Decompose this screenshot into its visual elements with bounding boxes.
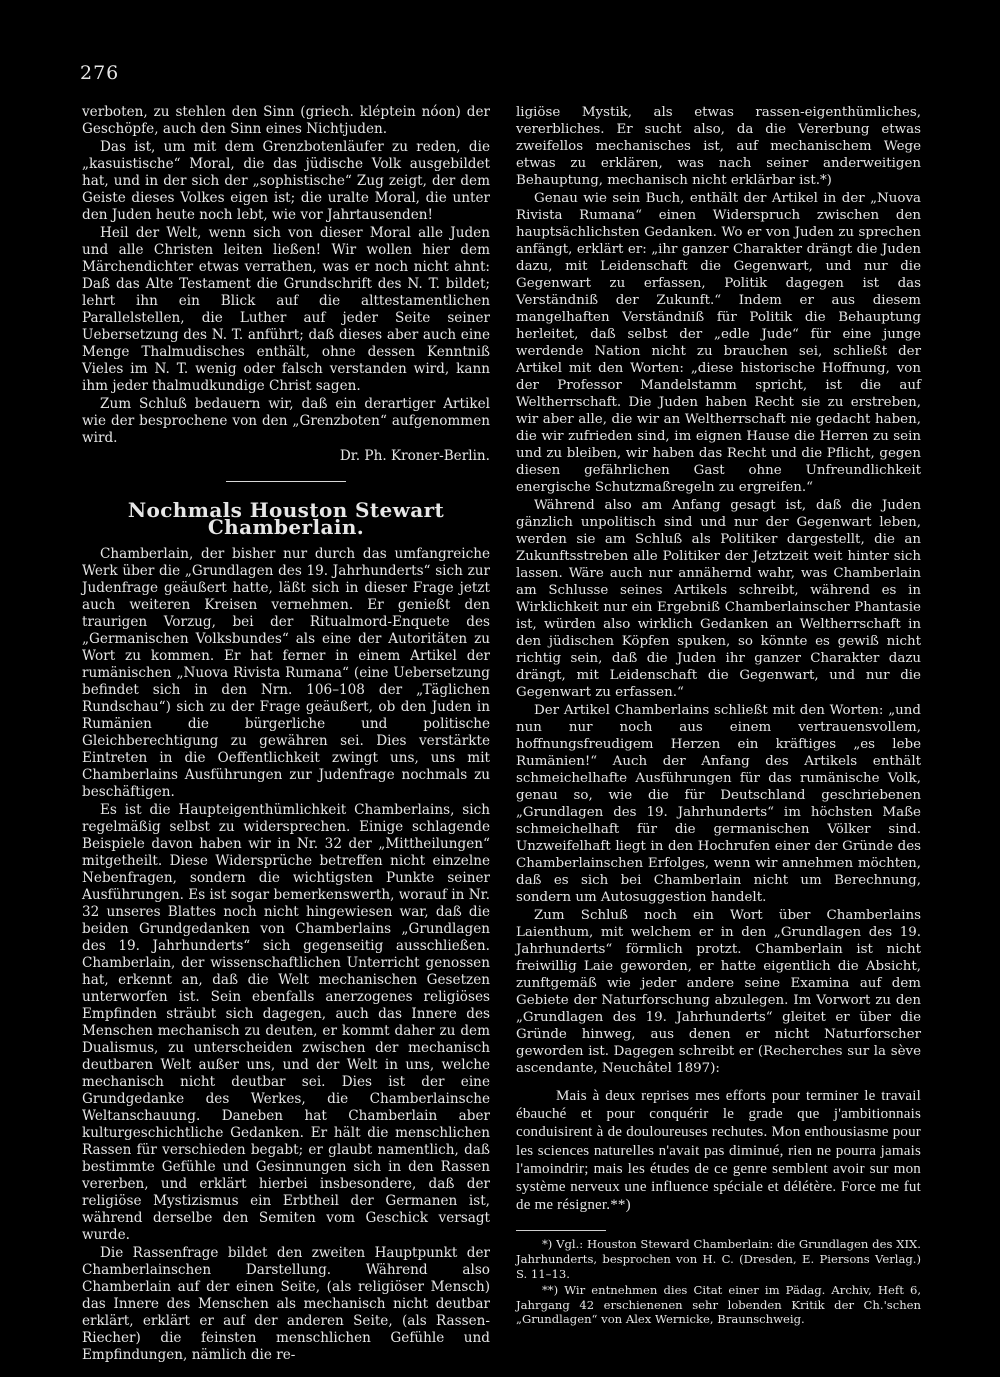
paragraph: Das ist, um mit dem Grenzbotenläufer zu reden, die „kasuistische“ Moral, die das jüdische Volk ausgebildet hat, und in der sich der „sophistische“ Zug zeigt, der dem Geiste dieses Volkes eigen ist; die uralte Moral, die unter den Juden heute noch lebt, wie vor Jahrtausenden! — [82, 139, 490, 223]
section-title: Nochmals Houston Stewart Chamberlain. — [127, 498, 445, 539]
page-number: 276 — [80, 62, 120, 84]
author-signature: Dr. Ph. Kroner-Berlin. — [339, 448, 490, 464]
section-divider — [226, 481, 346, 482]
footnotes — [516, 1237, 921, 1327]
paragraph: Der Artikel Chamberlains schließt mit den Worten: „und nun nur noch aus einem vertrauensvollem, hoffnungsfreudigem Herzen ein kräftiges „es lebe Rumänien!“ Auch der Anfang des Artikels enthält schmeichelhafte Ausführungen für das rumänische Volk, genau so, wie die für Deutschland geschriebenen „Grundlagen des 19. Jahrhunderts“ im höchsten Maße schmeichelhaft für die germanischen Völker sind. Unzweifelhaft liegt in den Hochrufen einer der Gründe des Chamberlainschen Erfolges, wenn wir annehmen möchten, daß es sich bei Chamberlain nicht um Berechnung, sondern um Autosuggestion handelt. — [516, 703, 921, 905]
footnote: *) Vgl.: Houston Steward Chamberlain: die Grundlagen des XIX. Jahrhunderts, besprochen von H. C. (Dresden, E. Piersons Verlag.) S. 11–13. — [516, 1237, 921, 1281]
french-quote — [516, 1087, 921, 1214]
footnote: **) Wir entnehmen dies Citat einer im Pädag. Archiv, Heft 6, Jahrgang 42 erschienenen sehr lobenden Kritik der Ch.'schen „Grundlagen“ von Alex Wernicke, Braunschweig. — [516, 1283, 921, 1327]
quote-text: Mais à deux reprises mes efforts pour terminer le travail ébauché et pour conquérir le grade que j'ambitionnais conduisirent à de douloureuses rechutes. Mon enthousiasme pour les sciences naturelles n'avait pas diminué, rien ne pourra jamais l'amoindrir; mais les études de ce genre semblent avoir sur mon système nerveux une influence spéciale et délétère. Force me fut de me résigner.**) — [516, 1088, 921, 1214]
paragraph: verboten, zu stehlen den Sinn (griech. kléptein nóon) der Geschöpfe, auch den Sinn eines Nichtjuden. — [82, 104, 490, 137]
left-column — [82, 104, 490, 1365]
paragraph: Während also am Anfang gesagt ist, daß die Juden gänzlich unpolitisch sind und nur der Gegenwart leben, werden sie am Schluß als Politiker dargestellt, die an Zukunftsstreben alle Politiker der Jetztzeit weit hinter sich lassen. Wäre auch nur annähernd wahr, was Chamberlain am Schlusse seines Artikels schreibt, während es in Wirklichkeit nur ein Ergebniß Chamberlainscher Phantasie ist, würden also wirklich Gedanken an Weltherrschaft in den jüdischen Köpfen spuken, so könnte es gewiß nicht richtig sein, daß die Juden ihr ganzer Charakter dazu drängt, mit Leidenschaft die Gegenwart, und nur die Gegenwart zu erfassen.“ — [516, 498, 921, 700]
paragraph: Heil der Welt, wenn sich von dieser Moral alle Juden und alle Christen leiten ließen! Wir wollen hier dem Märchendichter etwas verrathen, was er noch nicht ahnt: Daß das Alte Testament die Grundschrift des N. T. bildet; lehrt ihn ein Blick auf die alttestamentlichen Parallelstellen, die Luther auf jeder Seite seiner Uebersetzung des N. T. anführt; daß dieses aber auch eine Menge Thalmudisches enthält, ohne dessen Kenntniß Vieles im N. T. wenig oder falsch verstanden wird, kann ihm jeder thalmudkundige Christ sagen. — [82, 225, 490, 394]
paragraph: Chamberlain, der bisher nur durch das umfangreiche Werk über die „Grundlagen des 19. Jahrhunderts“ sich zur Judenfrage geäußert hatte, läßt sich in dieser Frage jetzt auch weiteren Kreisen vernehmen. Er genießt den traurigen Vorzug, bei der Ritualmord-Enquete des „Germanischen Volksbundes“ als eine der Autoritäten zu Wort zu kommen. Er hat ferner in einem Artikel der rumänischen „Nuova Rivista Rumana“ (eine Uebersetzung befindet sich in den Nrn. 106–108 der „Täglichen Rundschau“) sich zu der Frage geäußert, ob den Juden in Rumänien die bürgerliche und politische Gleichberechtigung zu gewähren sei. Dies verstärkte Eintreten in die Oeffentlichkeit zwingt uns, uns mit Chamberlains Ausführungen zur Judenfrage nochmals zu beschäftigen. — [82, 546, 490, 800]
paragraph: Es ist die Haupteigenthümlichkeit Chamberlains, sich regelmäßig selbst zu widersprechen. Einige schlagende Beispiele davon haben wir in Nr. 32 der „Mittheilungen“ mitgetheilt. Diese Widersprüche betreffen nicht einzelne Nebenfragen, sondern die wichtigsten Punkte seiner Ausführungen. Es ist sogar bemerkenswerth, worauf in Nr. 32 unseres Blattes noch nicht hingewiesen war, daß die beiden Grundgedanken von Chamberlains „Grundlagen des 19. Jahrhunderts“ sich gegenseitig ausschließen. Chamberlain, der wissenschaftlichen Unterricht genossen hat, erkennt an, daß die Welt mechanischen Gesetzen unterworfen ist. Sein ebenfalls anerzogenes religiöses Empfinden sträubt sich dagegen, auch das Innere des Menschen mechanisch zu deuten, er kommt daher zu dem Dualismus, zu unterscheiden zwischen der mechanisch deutbaren Welt außer uns, und der Welt in uns, welche mechanisch nicht deutbar sei. Dies ist der eine Grundgedanke des Werkes, die Chamberlainsche Weltanschauung. Daneben hat Chamberlain aber kulturgeschichtliche Gedanken. Er hält die menschlichen Rassen für verschieden begabt; er glaubt namentlich, daß bestimmte Gefühle und Gesinnungen sich in den Rassen vererben, und erklärt hierbei insbesondere, daß der religiöse Mystizismus ein Erbtheil der Germanen ist, während derselbe den Semiten vom Geschick versagt wurde. — [82, 802, 490, 1243]
paragraph: Zum Schluß bedauern wir, daß ein derartiger Artikel wie der besprochene von den „Grenzboten“ aufgenommen wird. — [82, 396, 490, 446]
footnote-divider — [516, 1230, 606, 1231]
paragraph: ligiöse Mystik, als etwas rassen-eigenthümliches, vererbliches. Er sucht also, da die Vererbung etwas zweifellos mechanisches ist, auf mechanischem Wege etwas zu erklären, was nach seiner anderweitigen Behauptung, mechanisch nicht erklärbar ist.*) — [516, 105, 921, 188]
paragraph: Genau wie sein Buch, enthält der Artikel in der „Nuova Rivista Rumana“ einen Widerspruch zwischen den hauptsächlichsten Gedanken. Wo er von Juden zu sprechen anfängt, erklärt er: „ihr ganzer Charakter drängt die Juden dazu, mit Leidenschaft die Gegenwart, und nur die Gegenwart zu erfassen, Politik dagegen ist das Verständniß der Zukunft.“ Indem er aus diesem mangelhaften Verständniß für Politik die Behauptung herleitet, daß selbst der „edle Jude“ für eine junge werdende Nation nicht zu brauchen sei, schließt der Artikel mit den Worten: „diese historische Hoffnung, von der Professor Mandelstamm spricht, ist die auf Weltherrschaft. Die Juden haben Recht sie zu erstreben, wir aber alle, die wir an Weltherrschaft nie gedacht haben, die wir zufrieden sind, im eignen Hause die Herren zu sein und zu bleiben, wir haben das Recht und die Pflicht, gegen diesen gefährlichen Gast ohne Unfreundlichkeit energische Schutzmaßregeln zu ergreifen.“ — [516, 191, 921, 495]
paragraph: Die Rassenfrage bildet den zweiten Hauptpunkt der Chamberlainschen Darstellung. Während also Chamberlain auf der einen Seite, (als religiöser Mensch) das Innere des Menschen als mechanisch nicht deutbar erklärt, erklärt er auf der anderen Seite, (als Rassen-Riecher) die feinsten menschlichen Gefühle und Empfindungen, nämlich die re- — [82, 1245, 490, 1363]
right-column — [516, 104, 921, 1329]
paragraph: Zum Schluß noch ein Wort über Chamberlains Laienthum, mit welchem er in den „Grundlagen des 19. Jahrhunderts“ förmlich protzt. Chamberlain ist nicht freiwillig Laie geworden, er hatte eigentlich die Absicht, zunftgemäß wie jeder andere seine Examina auf dem Gebiete der Naturforschung abzulegen. Im Vorwort zu den „Grundlagen des 19. Jahrhunderts“ gleitet er über die Gründe hinweg, aus denen er nicht Naturforscher geworden ist. Dagegen schreibt er (Recherches sur la sève ascendante, Neuchâtel 1897): — [516, 908, 921, 1076]
